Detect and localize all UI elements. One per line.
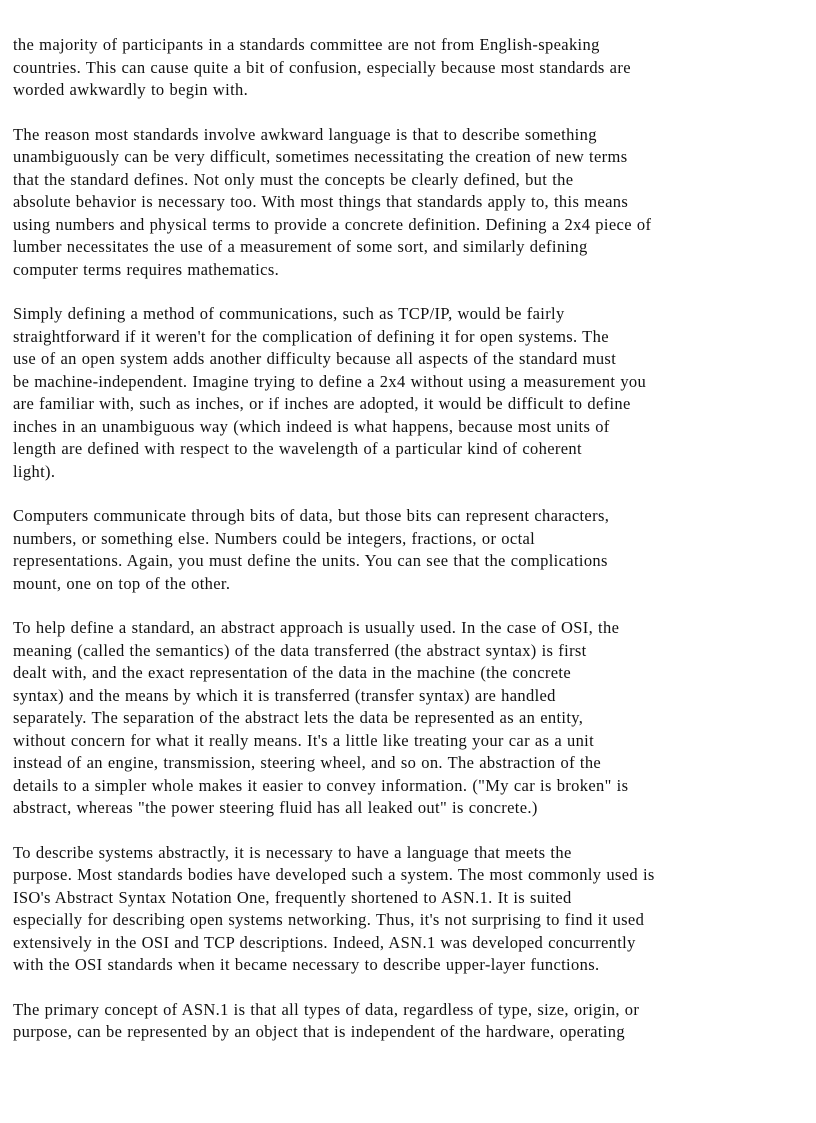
paragraph-2: [13, 124, 806, 282]
text-line: absolute behavior is necessary too. With most things that standards apply to, this means: [13, 192, 629, 211]
text-line: that the standard defines. Not only must the concepts be clearly defined, but the: [13, 169, 574, 189]
text-line: especially for describing open systems networking. Thus, it's not surprising to find it used: [13, 910, 645, 929]
text-line: abstract, whereas "the power steering fluid has all leaked out" is concrete.): [13, 798, 538, 817]
text-line: Simply defining a method of communications, such as TCP/IP, would be fairly: [13, 304, 565, 323]
paragraph-5: [13, 617, 806, 820]
text-line: instead of an engine, transmission, steering wheel, and so on. The abstraction of the: [13, 753, 602, 772]
text-line: ISO's Abstract Syntax Notation One, frequently shortened to ASN.1. It is suited: [13, 887, 572, 907]
text-line: dealt with, and the exact representation of the data in the machine (the concrete: [13, 663, 572, 682]
text-line: Computers communicate through bits of data, but those bits can represent characters,: [13, 506, 610, 525]
text-line: worded awkwardly to begin with.: [13, 80, 249, 99]
text-line: representations. Again, you must define the units. You can see that the complications: [13, 551, 608, 570]
text-line: mount, one on top of the other.: [13, 573, 231, 593]
text-line: numbers, or something else. Numbers could be integers, fractions, or octal: [13, 528, 536, 548]
text-line: unambiguously can be very difficult, sometimes necessitating the creation of new terms: [13, 147, 628, 166]
text-line: without concern for what it really means. It's a little like treating your car as a unit: [13, 730, 595, 750]
paragraph-3: [13, 303, 806, 483]
text-line: extensively in the OSI and TCP descriptions. Indeed, ASN.1 was developed concurrently: [13, 932, 636, 952]
text-line: computer terms requires mathematics.: [13, 259, 280, 279]
text-line: lumber necessitates the use of a measurement of some sort, and similarly defining: [13, 237, 588, 256]
text-line: are familiar with, such as inches, or if inches are adopted, it would be difficult to define: [13, 394, 631, 413]
text-line: the majority of participants in a standards committee are not from English-speaking: [13, 35, 600, 54]
text-line: meaning (called the semantics) of the data transferred (the abstract syntax) is first: [13, 640, 587, 660]
text-line: inches in an unambiguous way (which indeed is what happens, because most units of: [13, 416, 610, 436]
text-line: light).: [13, 461, 56, 481]
paragraph-6: [13, 842, 806, 977]
document-page: [13, 34, 806, 1066]
text-line: separately. The separation of the abstract lets the data be represented as an entity,: [13, 708, 584, 727]
text-line: details to a simpler whole makes it easier to convey information. ("My car is broken" is: [13, 775, 629, 795]
text-line: be machine-independent. Imagine trying to define a 2x4 without using a measurement you: [13, 371, 647, 391]
text-line: syntax) and the means by which it is transferred (transfer syntax) are handled: [13, 685, 556, 705]
text-line: length are defined with respect to the wavelength of a particular kind of coherent: [13, 439, 582, 458]
text-line: purpose. Most standards bodies have developed such a system. The most commonly used is: [13, 865, 655, 884]
paragraph-4: [13, 505, 806, 595]
paragraph-1: [13, 34, 806, 102]
text-line: use of an open system adds another difficulty because all aspects of the standard must: [13, 349, 617, 368]
text-line: countries. This can cause quite a bit of confusion, especially because most standards are: [13, 57, 631, 77]
paragraph-7: [13, 999, 806, 1044]
text-line: The reason most standards involve awkward language is that to describe something: [13, 124, 597, 144]
text-line: purpose, can be represented by an object that is independent of the hardware, operating: [13, 1022, 625, 1041]
text-line: To help define a standard, an abstract approach is usually used. In the case of OSI, the: [13, 618, 620, 637]
text-line: using numbers and physical terms to provide a concrete definition. Defining a 2x4 piece of: [13, 214, 652, 234]
text-line: To describe systems abstractly, it is necessary to have a language that meets the: [13, 842, 572, 862]
text-line: with the OSI standards when it became necessary to describe upper-layer functions.: [13, 955, 600, 974]
text-line: straightforward if it weren't for the complication of defining it for open systems. The: [13, 326, 609, 346]
text-line: The primary concept of ASN.1 is that all types of data, regardless of type, size, origin, or: [13, 999, 640, 1019]
